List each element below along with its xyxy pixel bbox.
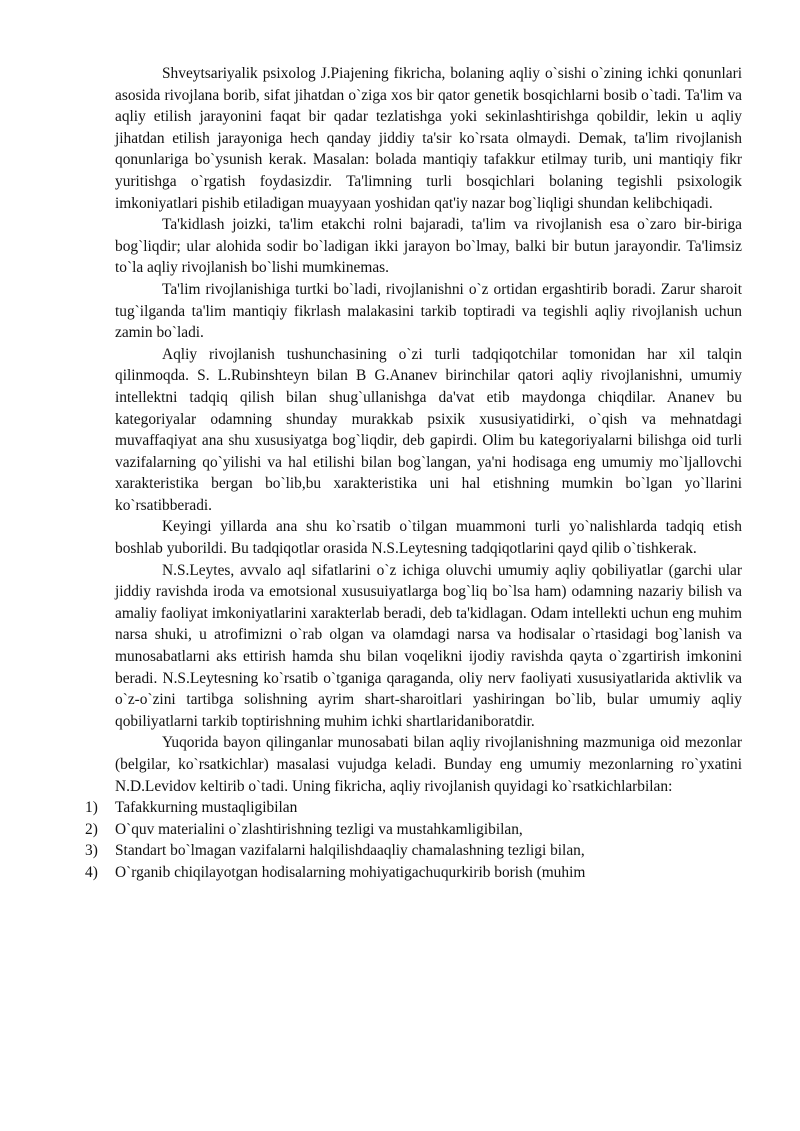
list-item-number: 3) — [85, 842, 98, 860]
paragraph-3: Ta'lim rivojlanishiga turtki bo`ladi, rivojlanishni o`z ortidan ergashtirib boradi. Zarur sharoit tug`ilganda ta'lim mantiqiy fikrlash malakasini tarkib toptiradi va tegishli aqliy rivojlanish uchun zamin bo`ladi. — [115, 280, 742, 342]
list-item-number: 4) — [85, 863, 98, 881]
paragraph-4: Aqliy rivojlanish tushunchasining o`zi turli tadqiqotchilar tomonidan har xil talqin qilinmoqda. S. L.Rubinshteyn bilan B G.Ananev birinchilar qatori aqliy rivojlanishni, umumiy intellektni tadqiq qilish bilan shug`ullanishga da'vat etib maydonga chiqdilar. Ananev bu kategoriyalar odamning shunday murakkab psixik xususiyatidirki, o`qish va mehnatdagi muvaffaqiyat ana shu xususiyatga bog`liqdir, deb gapirdi. Olim bu kategoriyalarni bilishga oid turli vazifalarning qo`yilishi va hal etilishi bilan bog`langan, ya'ni hodisaga eng umumiy mo`ljallovchi xarakteristika bergan bo`lib,bu xarakteristika uni hal etishning mumkin bo`lgan yo`llarini ko`rsatibberadi. — [115, 345, 742, 514]
list-item — [85, 819, 742, 841]
list-item-number: 2) — [85, 820, 98, 838]
paragraph-1: Shveytsariyalik psixolog J.Piajening fikricha, bolaning aqliy o`sishi o`zining ichki qonunlari asosida rivojlana borib, sifat jihatdan o`ziga xos bir qator genetik bosqichlarni bosib o`tadi. Ta'lim va aqliy etilish jarayonini faqat bir qadar tezlatishga yoki sekinlashtirishga qobildir, lekin u aqliy jihatdan etilish jarayoniga hech qanday jiddiy ta'sir ko`rsata olmaydi. Demak, ta'lim rivojlanish qonunlariga bo`ysunish kerak. Masalan: bolada mantiqiy tafakkur etilmay turib, uni mantiqiy fikr yuritishga o`rgatish foydasizdir. Ta'limning turli bosqichlari bolaning tegishli psixologik imkoniyatlari pishib etiladigan muayyaan yoshidan qat'iy nazar bog`liqligi shundan kelibchiqadi. — [115, 65, 742, 212]
document-page — [85, 63, 742, 884]
list-item — [85, 840, 742, 862]
list-item — [85, 797, 742, 819]
list-item-number: 1) — [85, 799, 98, 817]
list-item-text: O`quv materialini o`zlashtirishning tezligi va mustahkamligibilan, — [115, 820, 523, 838]
paragraph-5: Keyingi yillarda ana shu ko`rsatib o`tilgan muammoni turli yo`nalishlarda tadqiq etish boshlab yuborildi. Bu tadqiqotlar orasida N.S.Leytesning tadqiqotlarini qayd qilib o`tishkerak. — [115, 518, 742, 558]
list-item-text: O`rganib chiqilayotgan hodisalarning mohiyatigachuqurkirib borish (muhim — [115, 863, 586, 881]
list-item-text: Standart bo`lmagan vazifalarni halqilishdaaqliy chamalashning tezligi bilan, — [115, 842, 585, 860]
list-item-text: Tafakkurning mustaqligibilan — [115, 799, 298, 817]
paragraph-6: N.S.Leytes, avvalo aql sifatlarini o`z ichiga oluvchi umumiy aqliy qobiliyatlar (garchi ular jiddiy ravishda iroda va emotsional xususuiyatlarga bog`liq bo`lsa ham) odamning nazariy bilish va amaliy faoliyat imkoniyatlarini xarakterlab beradi, deb ta'kidlagan. Odam intellekti uchun eng muhim narsa shuki, u atrofimizni o`rab olgan va olamdagi narsa va hodisalar o`rtasidagi bog`lanish va munosabatlarni aks ettirish hamda shu bilan voqelikni ijodiy ravishda qayta o`zgartirish imkonini beradi. N.S.Leytesning ko`rsatib o`tganiga qaraganda, oliy nerv faoliyati xususiyatlarida aktivlik va o`z-o`zini tartibga solishning ayrim shart-sharoitlari yashiringan bo`lib, bular umumiy aqliy qobiliyatlarni tarkib toptirishning muhim ichki shartlaridaniboratdir. — [115, 561, 742, 730]
criteria-list — [85, 797, 742, 883]
paragraph-7: Yuqorida bayon qilinganlar munosabati bilan aqliy rivojlanishning mazmuniga oid mezonlar (belgilar, ko`rsatkichlar) masalasi vujudga keladi. Bunday eng umumiy mezonlarning ro`yxatini N.D.Levidov keltirib o`tadi. Uning fikricha, aqliy rivojlanish quyidagi ko`rsatkichlarbilan: — [115, 734, 742, 795]
paragraph-2: Ta'kidlash joizki, ta'lim etakchi rolni bajaradi, ta'lim va rivojlanish esa o`zaro bir-biriga bog`liqdir; ular alohida sodir bo`ladigan ikki jarayon bo`lmay, balki bir butun jarayondir. Ta'limsiz to`la aqliy rivojlanish bo`lishi mumkinemas. — [115, 216, 742, 277]
list-item — [85, 862, 742, 884]
